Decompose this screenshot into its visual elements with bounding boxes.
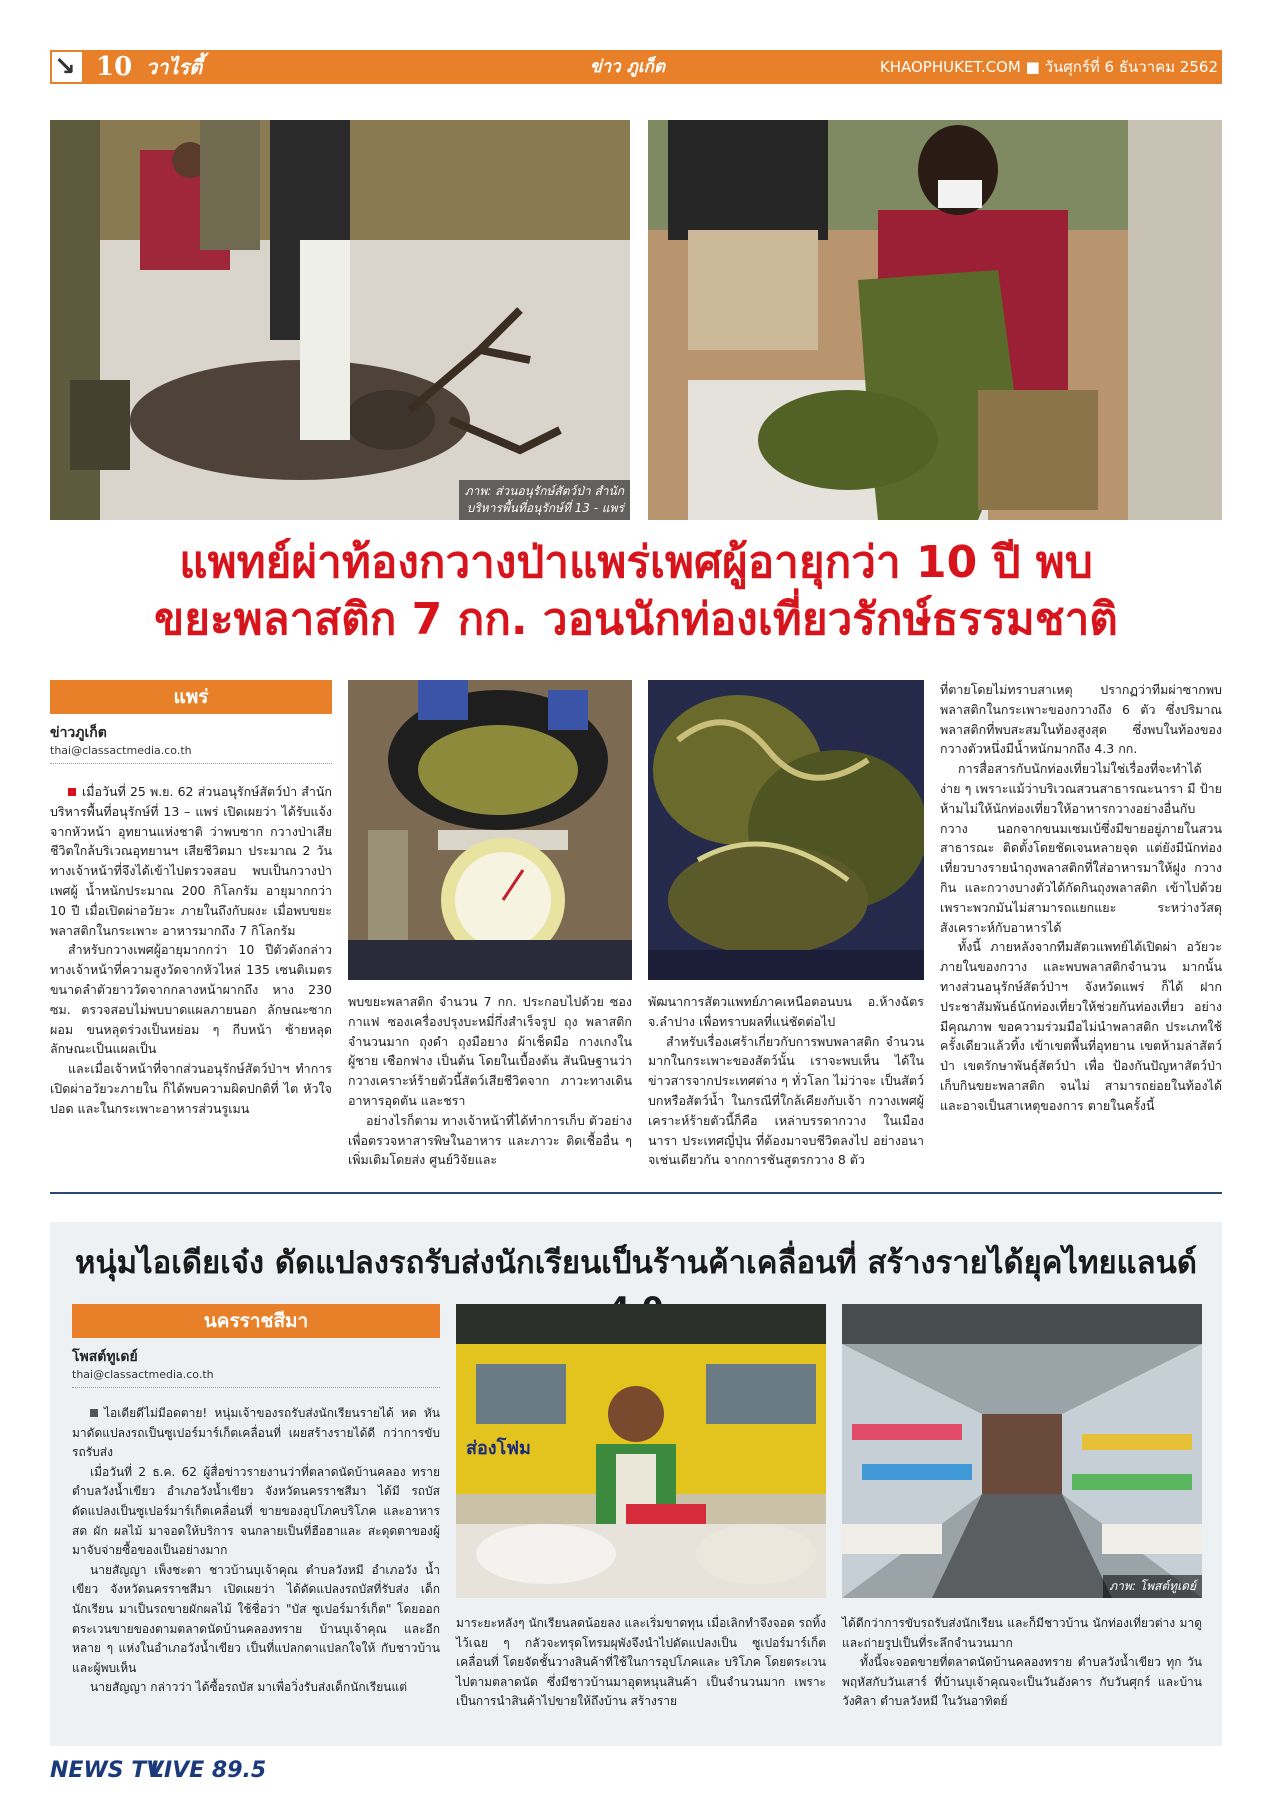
photo-weighing-plastic <box>348 680 632 980</box>
caption-line-2: บริหารพื้นที่อนุรักษ์ที่ 13 - แพร่ <box>466 501 624 515</box>
byline-name: ข่าวภูเก็ต <box>50 725 107 741</box>
byline-email: thai@classactmedia.co.th <box>50 744 192 757</box>
story2-location-tag: นครราชสีมา <box>72 1304 440 1338</box>
headline-line-1: แพทย์ผ่าท้องกวางป่าแพร่เพศผู้อายุกว่า 10 ปี พบ <box>179 537 1093 588</box>
paragraph: และเมื่อเจ้าหน้าที่จากส่วนอนุรักษ์สัตว์ป่าฯ ทำการเปิดผ่าอวัยวะภายใน ก็ได้พบความผิดปกติที่ ไต หัวใจ ปอด และในกระเพาะอาหารส่วนรูเมน <box>50 1061 332 1116</box>
story2-byline-block <box>72 1346 440 1388</box>
paragraph: ได้ดีกว่าการขับรถรับส่งนักเรียน และก็มีชาวบ้าน นักท่องเที่ยวต่าง มาดูและถ่ายรูปเป็นที่ระลึกจำนวนมาก <box>842 1616 1202 1650</box>
section-name: วาไรตี้ <box>146 55 203 79</box>
plastic-pile-illustration <box>648 680 924 980</box>
byline-divider <box>50 763 332 764</box>
story2-column-2 <box>456 1614 826 1712</box>
header-date-line <box>880 50 1218 84</box>
square-bullet-icon: ■ <box>1025 58 1040 76</box>
paragraph: ไอเดียดีไม่มีอดตาย! หนุ่มเจ้าของรถรับส่งนักเรียนรายได้ หด หันมาดัดแปลงรถเป็นซูเปอร์มาร์เก็ตเคลื่อนที่ เผยสร้างรายได้ดี กว่าการขับรถรับส่ง <box>72 1406 440 1460</box>
main-headline <box>50 534 1222 648</box>
story2-headline: หนุ่มไอเดียเจ๋ง ดัดแปลงรถรับส่งนักเรียนเป็นร้านค้าเคลื่อนที่ สร้างรายได้ยุคไทยแลนด์ <box>75 1245 1197 1281</box>
news-tv-logo: NEWS TV <box>50 1758 164 1783</box>
story2-column-3 <box>842 1614 1202 1712</box>
location-tag: แพร่ <box>50 680 332 714</box>
paragraph: ที่ตายโดยไม่ทราบสาเหตุ ปรากฏว่าทีมผ่าซากพบ พลาสติกในกระเพาะของกวางถึง 6 ตัว ซึ่งปริมาณ พลาสติกที่พบสะสมในท้องสูงสุด ซึ่งพบในท้องของ กวางตัวหนึ่งมีน้ำหนักมากถึง 4.3 กก. <box>940 682 1222 757</box>
paragraph: สำหรับกวางเพศผู้อายุมากกว่า 10 ปีตัวดังกล่าว ทางเจ้าหน้าที่ความสูงวัดจากหัวไหล่ 135 เซนติเมตร ขนาดลำตัวยาววัดจากกลางหน้าผากถึง หาง 230 ซม. ตรวจสอบไม่พบบาดแผลภายนอก ลักษณะซากผอม ขนหลุดร่วงเป็นหย่อม ๆ กีบหน้า ซ้ายหลุดลักษณะเป็นแผลเป็น <box>50 942 332 1057</box>
bus-sign-text: ส่องโฟม <box>466 1438 531 1459</box>
photo-deer-carcass <box>50 120 630 520</box>
bus-interior-illustration <box>842 1304 1202 1598</box>
byline-block <box>50 722 332 764</box>
paragraph: มาระยะหลังๆ นักเรียนลดน้อยลง และเริ่มขาดทุน เมื่อเลิกทำจึงจอด รถทิ้งไว้เฉย ๆ กลัวจะทรุดโทรมผุพังจึงนำไปดัดแปลงเป็น ซูเปอร์มาร์เก็ตเคลื่อนที่ โดยจัดชั้นวางสินค้าที่ใช้ในการอุปโภคและ บริโภค โดยตระเวนไปตามตลาดนัด ซึ่งมีชาวบ้านมาอุดหนุนสินค้า เป็นจำนวนมาก เพราะเป็นการนำสินค้าไปขายให้ถึงบ้าน สร้างราย <box>456 1616 826 1709</box>
section-separator <box>50 1192 1222 1194</box>
live-radio-logo: LIVE 89.5 <box>150 1758 267 1783</box>
byline-name: โพสต์ทูเดย์ <box>72 1349 138 1365</box>
grey-bullet-icon <box>90 1409 98 1417</box>
website: KHAOPHUKET.COM <box>879 58 1021 76</box>
photo-bus-interior <box>842 1304 1202 1598</box>
story1-column-3 <box>648 992 924 1170</box>
newspaper-logo: ข่าว ภูเก็ต <box>590 57 665 77</box>
photo-credit-caption <box>459 480 630 520</box>
story1-column-4 <box>940 680 1222 1116</box>
paragraph: นายสัญญา กล่าวว่า ได้ซื้อรถบัส มาเพื่อวิ่งรับส่งเด็กนักเรียนแต่ <box>90 1680 407 1695</box>
byline-divider <box>72 1387 440 1388</box>
paragraph: พัฒนาการสัตวแพทย์ภาคเหนือตอนบน อ.ห้างฉัตร จ.ลำปาง เพื่อทราบผลที่แน่ชัดต่อไป <box>648 994 924 1029</box>
issue-date: วันศุกร์ที่ 6 ธันวาคม 2562 <box>1044 58 1218 76</box>
story2-column-1 <box>72 1404 440 1698</box>
photo-plastic-pile <box>648 680 924 980</box>
paragraph: พบขยะพลาสติก จำนวน 7 กก. ประกอบไปด้วย ซองกาแฟ ซองเครื่องปรุงบะหมี่กึ่งสำเร็จรูป ถุง พลาสติกจำนวนมาก ถุงดำ ถุงมือยาง ผ้าเช็ดมือ กางเกงในผู้ชาย เชือกฟาง เป็นต้น โดยในเบื้องต้น สันนิษฐานว่ากวางเคราะห์ร้ายตัวนี้สัตว์เสียชีวิตจาก ภาวะทางเดินอาหารอุดตัน และชรา <box>348 994 632 1108</box>
deer-carcass-illustration <box>50 120 630 520</box>
paragraph: นายสัญญา เพ็งชะตา ชาวบ้านบุเจ้าคุณ ตำบลวังหมี อำเภอวัง น้ำเขียว จังหวัดนครราชสีมา เปิดเผยว่า ได้ดัดแปลงรถบัสที่รับส่ง เด็กนักเรียน มาเป็นรถขายผักผลไม้ ใช้ชื่อว่า "บัส ซูเปอร์มาร์เก็ต" โดยออกตระเวนขายของตามตลาดนัดบ้านคลองทราย บ้านบุเจ้าคุณ และอีกหลาย ๆ แห่งในอำเภอวังน้ำเขียว เป็นที่แปลกตาแปลกใจให้ กับชาวบ้านและผู้พบเห็น <box>72 1562 440 1675</box>
paragraph: เมื่อวันที่ 2 ธ.ค. 62 ผู้สื่อข่าวรายงานว่าที่ตลาดนัดบ้านคลอง ทราย ตำบลวังน้ำเขียว อำเภอวังน้ำเขียว จังหวัดนครราชสีมา ได้มี รถบัสดัดแปลงเป็นซูเปอร์มาร์เก็ตเคลื่อนที่ ขายของอุปโภคบริโภค และอาหารสด ผัก ผลไม้ มาจอดให้บริการ จนกลายเป็นที่ฮือฮาและ สะดุดตาของผู้มาจับจ่ายซื้อของเป็นอย่างมาก <box>72 1464 440 1558</box>
byline-email: thai@classactmedia.co.th <box>72 1368 214 1381</box>
photo-vet-holding-plastic <box>648 120 1222 520</box>
paragraph: ทั้งนี้จะจอดขายที่ตลาดนัดบ้านคลองทราย ตำบลวังน้ำเขียว ทุก วันพฤหัสกับวันเสาร์ ที่บ้านบุเจ้าคุณจะเป็นวันอังคาร กับวันศุกร์ และบ้านวังศิลา ตำบลวังหมี ในวันอาทิตย์ <box>842 1655 1202 1709</box>
story1-column-1 <box>50 782 332 1119</box>
caption-line-1: ภาพ: ส่วนอนุรักษ์สัตว์ป่า สำนัก <box>464 484 624 498</box>
paragraph: ทั้งนี้ ภายหลังจากทีมสัตวแพทย์ได้เปิดผ่า อวัยวะภายในของกวาง และพบพลาสติกจำนวน มากนั้น ทางส่วนอนุรักษ์สัตว์ป่าฯ จังหวัดแพร่ ก็ได้ ฝากประชาสัมพันธ์นักท่องเที่ยวให้ช่วยกันท่องเที่ยว อย่างมีคุณภาพ ขอความร่วมมือไม่นำพลาสติก ประเภทใช้ครั้งเดียวแล้วทิ้ง เข้าเขตพื้นที่อุทยาน เขตห้ามล่าสัตว์ป่า เขตรักษาพันธุ์สัตว์ป่า เพื่อ ป้องกันปัญหาสัตว์ป่าเก็บกินขยะพลาสติก จนไม่ สามารถย่อยในท้องได้ และอาจเป็นสาเหตุของการ ตายในครั้งนี้ <box>940 939 1222 1113</box>
vet-illustration <box>648 120 1222 520</box>
paragraph: สำหรับเรื่องเศร้าเกี่ยวกับการพบพลาสติก จำนวนมากในกระเพาะของสัตว์นั้น เราจะพบเห็น ได้ในข่าวสารจากประเทศต่าง ๆ ทั่วโลก ไม่ว่าจะ เป็นสัตว์บกหรือสัตว์น้ำ ในกรณีที่ใกล้เคียงกับเจ้า กวางเพศผู้เคราะห์ร้ายตัวนี้ก็คือ เหล่าบรรดากวาง ในเมืองนารา ประเทศญี่ปุ่น ที่ต้องมาจบชีวิตลงไป อย่างอนาจเช่นเดียวกัน จากการชันสูตรกวาง 8 ตัว <box>648 1033 924 1168</box>
headline-line-2: ขยะพลาสติก 7 กก. วอนนักท่องเที่ยวรักษ์ธรรมชาติ <box>154 594 1118 645</box>
paragraph: เมื่อวันที่ 25 พ.ย. 62 ส่วนอนุรักษ์สัตว์ป่า สำนักบริหารพื้นที่อนุรักษ์ที่ 13 – แพร่ เปิดเผยว่า ได้รับแจ้งจากหัวหน้า อุทยานแห่งชาติ ว่าพบซาก กวางป่าเสียชีวิตใกล้บริเวณอุทยานฯ เสียชีวิตมา ประมาณ 2 วัน ทางเจ้าหน้าที่จึงได้เข้าไปตรวจสอบ พบเป็นกวางป่าเพศผู้ น้ำหนักประมาณ 200 กิโลกรัม อายุมากกว่า 10 ปี เมื่อเปิดผ่าอวัยวะ ภายในถึงกับผงะ เมื่อพบขยะพลาสติกในกระเพาะ อาหารมากถึง 7 กิโลกรัม <box>50 784 332 938</box>
red-bullet-icon <box>68 788 76 796</box>
story1-column-2 <box>348 992 632 1170</box>
paragraph: อย่างไรก็ตาม ทางเจ้าหน้าที่ได้ทำการเก็บ ตัวอย่าง เพื่อตรวจหาสารพิษในอาหาร และภาวะ ติดเชื้ออื่น ๆ เพิ่มเติมโดยส่ง ศูนย์วิจัยและ <box>348 1112 632 1168</box>
page-number: 10 <box>96 52 133 82</box>
scale-illustration <box>348 680 632 980</box>
corner-arrow-icon: ↘ <box>54 52 76 82</box>
bus-vendor-illustration <box>456 1304 826 1598</box>
photo-bus-vendor <box>456 1304 826 1598</box>
photo-credit-caption: ภาพ: โพสต์ทูเดย์ <box>1103 1575 1202 1598</box>
paragraph: การสื่อสารกับนักท่องเที่ยวไม่ใช่เรื่องที่จะทำได้ ง่าย ๆ เพราะแม้ว่าบริเวณสวนสาธารณะนารา มี ป้ายห้ามไม่ให้นักท่องเที่ยวให้อาหารกวางอย่างอื่นกับ กวาง นอกจากขนมเซมเบ้ซึ่งมีขายอยู่ภายในสวน สาธารณะ ติดตั้งโดยชัดเจนหลายจุด แต่ยังมีนักท่อง เที่ยวบางรายนำถุงพลาสติกที่ใส่อาหารมาให้ฝูง กวางกิน และกวางบางตัวได้กัดกินถุงพลาสติก เข้าไปด้วย เพราะพวกมันไม่สามารถแยกแยะ ระหว่างวัสดุสังเคราะห์กับอาหารได้ <box>940 761 1222 935</box>
